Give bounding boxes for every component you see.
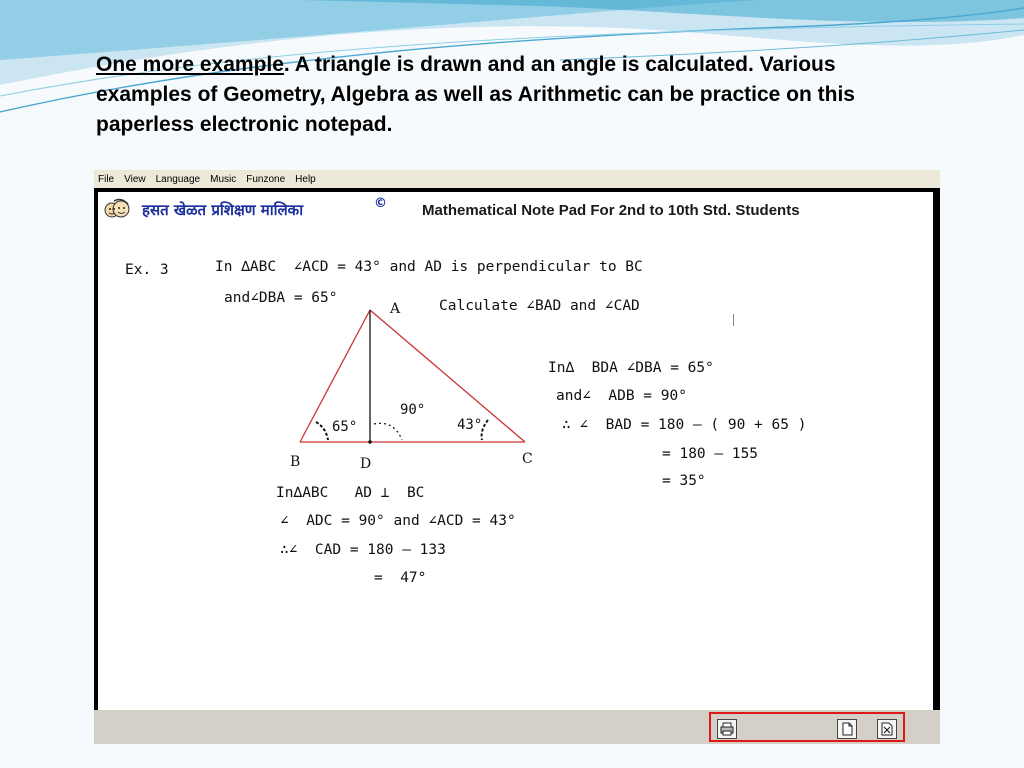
text-cursor [733,314,734,326]
problem-line-2: and∠DBA = 65° [224,290,338,306]
angle-arc-b [316,422,328,440]
angle-arc-d [374,423,402,440]
solution-cad-line-1: In∆ABC AD ⊥ BC [276,485,425,501]
caption-text: . A triangle is drawn and an angle is calculated. Various examples of Geometry, Algebra as well as Arithmetic can be practice on this paperless electronic notepad. [96,53,855,136]
print-button[interactable] [717,719,737,739]
problem-line-1: In ∆ABC ∠ACD = 43° and AD is perpendicular to BC [215,259,643,275]
side-ac [370,310,525,442]
bottom-toolbar [94,710,940,744]
solution-cad-line-4: = 47° [374,570,427,586]
solution-bad-line-5: = 35° [662,473,706,489]
solution-bad-line-2: and∠ ADB = 90° [556,388,687,404]
triangle-diagram [294,304,534,454]
new-page-icon [840,722,854,736]
writing-canvas[interactable] [98,192,933,710]
solution-cad-line-2: ∠ ADC = 90° and ∠ACD = 43° [280,513,516,529]
example-number: Ex. 3 [125,262,169,278]
menu-help[interactable]: Help [295,173,316,185]
app-title: Mathematical Note Pad For 2nd to 10th Std. Students [422,202,800,219]
clear-page-button[interactable] [877,719,897,739]
caption-lead: One more example [96,53,284,76]
copyright-mark: © [374,196,387,211]
toolbar-button-group [709,712,905,742]
menu-music[interactable]: Music [210,173,237,185]
menu-file[interactable]: File [98,173,115,185]
vertex-b-label: B [290,454,301,470]
vertex-a-label: A [390,301,401,317]
app-header [98,192,933,228]
solution-bad-line-4: = 180 – 155 [662,446,759,462]
solution-cad-line-3: ∴∠ CAD = 180 – 133 [280,542,446,558]
new-page-button[interactable] [837,719,857,739]
menu-bar [94,170,940,188]
menu-funzone[interactable]: Funzone [246,173,286,185]
vertex-c-label: C [522,451,533,467]
notepad-app-window [94,170,940,744]
menu-view[interactable]: View [124,173,146,185]
angle-c-label: 43° [457,417,483,433]
problem-line-3: Calculate ∠BAD and ∠CAD [439,298,640,314]
menu-language[interactable]: Language [155,173,201,185]
angle-b-label: 65° [332,419,358,435]
brand-title: हसत खेळत प्रशिक्षण मालिका [142,201,304,219]
slide-caption [96,50,936,140]
angle-d-label: 90° [400,402,426,418]
solution-bad-line-3: ∴ ∠ BAD = 180 – ( 90 + 65 ) [562,417,807,433]
vertex-d-label: D [360,456,372,472]
foot-point-d [368,440,372,444]
clear-page-icon [880,722,894,736]
printer-icon [720,722,734,736]
children-faces-icon [104,198,130,222]
angle-arc-c [482,420,488,440]
solution-bad-line-1: In∆ BDA ∠DBA = 65° [548,360,714,376]
